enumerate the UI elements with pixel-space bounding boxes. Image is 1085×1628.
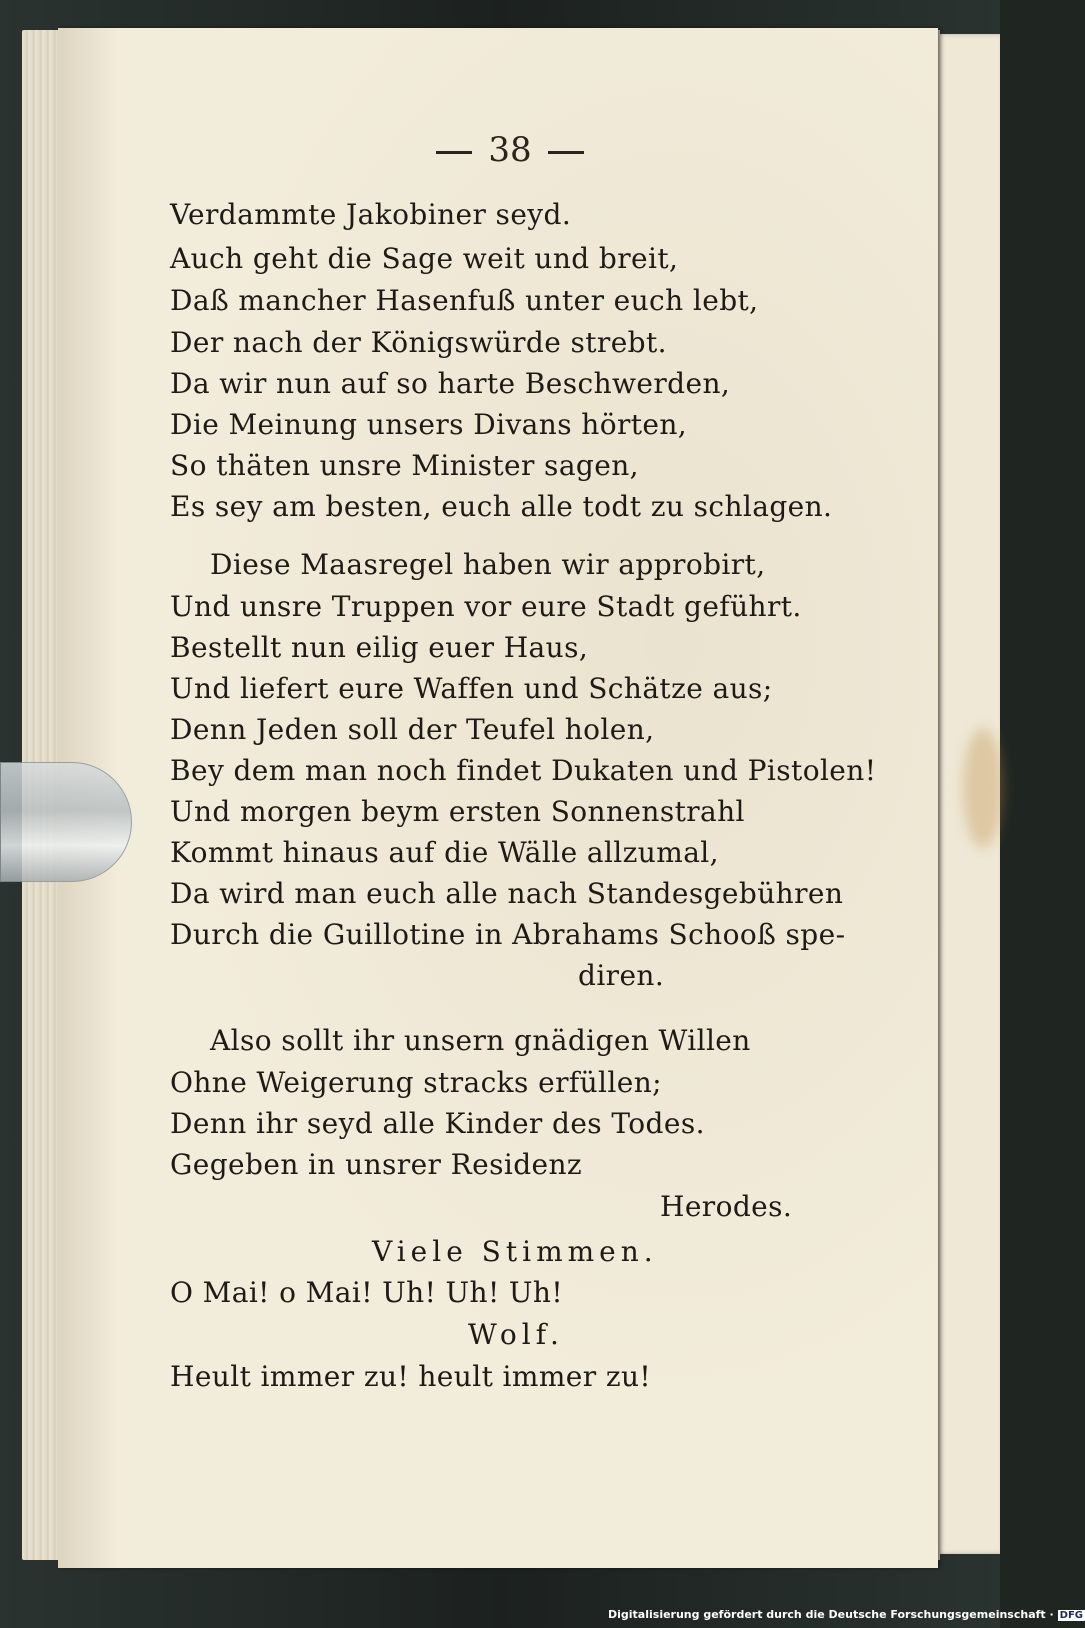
text-line: Durch die Guillotine in Abrahams Schooß spe- [170,918,846,951]
text-line: Die Meinung unsers Divans hörten, [170,408,688,441]
speaker-heading: Viele Stimmen. [372,1235,658,1268]
text-line: Der nach der Königswürde strebt. [170,326,667,359]
page-number [400,130,620,180]
text-line: So thäten unsre Minister sagen, [170,449,639,482]
page-number-dash-right [548,151,584,154]
page-number-text: 38 [488,130,532,170]
text-line: Gegeben in unsrer Residenz [170,1148,583,1181]
text-line: O Mai! o Mai! Uh! Uh! Uh! [170,1276,564,1309]
text-line: Heult immer zu! heult immer zu! [170,1360,652,1393]
text-line: Und liefert eure Waffen und Schätze aus; [170,672,773,705]
speaker-heading: Wolf. [468,1318,564,1351]
text-line: Da wird man euch alle nach Standesgebühren [170,877,844,910]
text-line: Da wir nun auf so harte Beschwerden, [170,367,731,400]
text-line: Auch geht die Sage weit und breit, [170,242,679,275]
digitization-credit [608,1608,1085,1626]
text-line: Und morgen beym ersten Sonnenstrahl [170,795,745,828]
text-line: Denn Jeden soll der Teufel holen, [170,713,655,746]
page-stain [963,728,1003,848]
text-line: Also sollt ihr unsern gnädigen Willen [210,1024,751,1057]
digitization-credit-text: Digitalisierung gefördert durch die Deutsche Forschungsgemeinschaft · [608,1608,1054,1621]
text-line: Bey dem man noch findet Dukaten und Pistolen! [170,754,877,787]
signature-line: Herodes. [660,1190,793,1223]
text-line: Es sey am besten, euch alle todt zu schlagen. [170,490,833,523]
dfg-logo: DFG [1059,1610,1084,1621]
text-line: Verdammte Jakobiner seyd. [170,198,572,231]
page-number-dash-left [436,151,472,154]
text-line: Bestellt nun eilig euer Haus, [170,631,589,664]
text-line: diren. [578,959,665,992]
text-line: Ohne Weigerung stracks erfüllen; [170,1066,662,1099]
text-line: Denn ihr seyd alle Kinder des Todes. [170,1107,705,1140]
text-line: Daß mancher Hasenfuß unter euch lebt, [170,284,759,317]
page-clip [0,762,132,882]
text-line: Diese Maasregel haben wir approbirt, [210,548,766,581]
text-line: Kommt hinaus auf die Wälle allzumal, [170,836,719,869]
text-line: Und unsre Truppen vor eure Stadt geführt. [170,590,802,623]
